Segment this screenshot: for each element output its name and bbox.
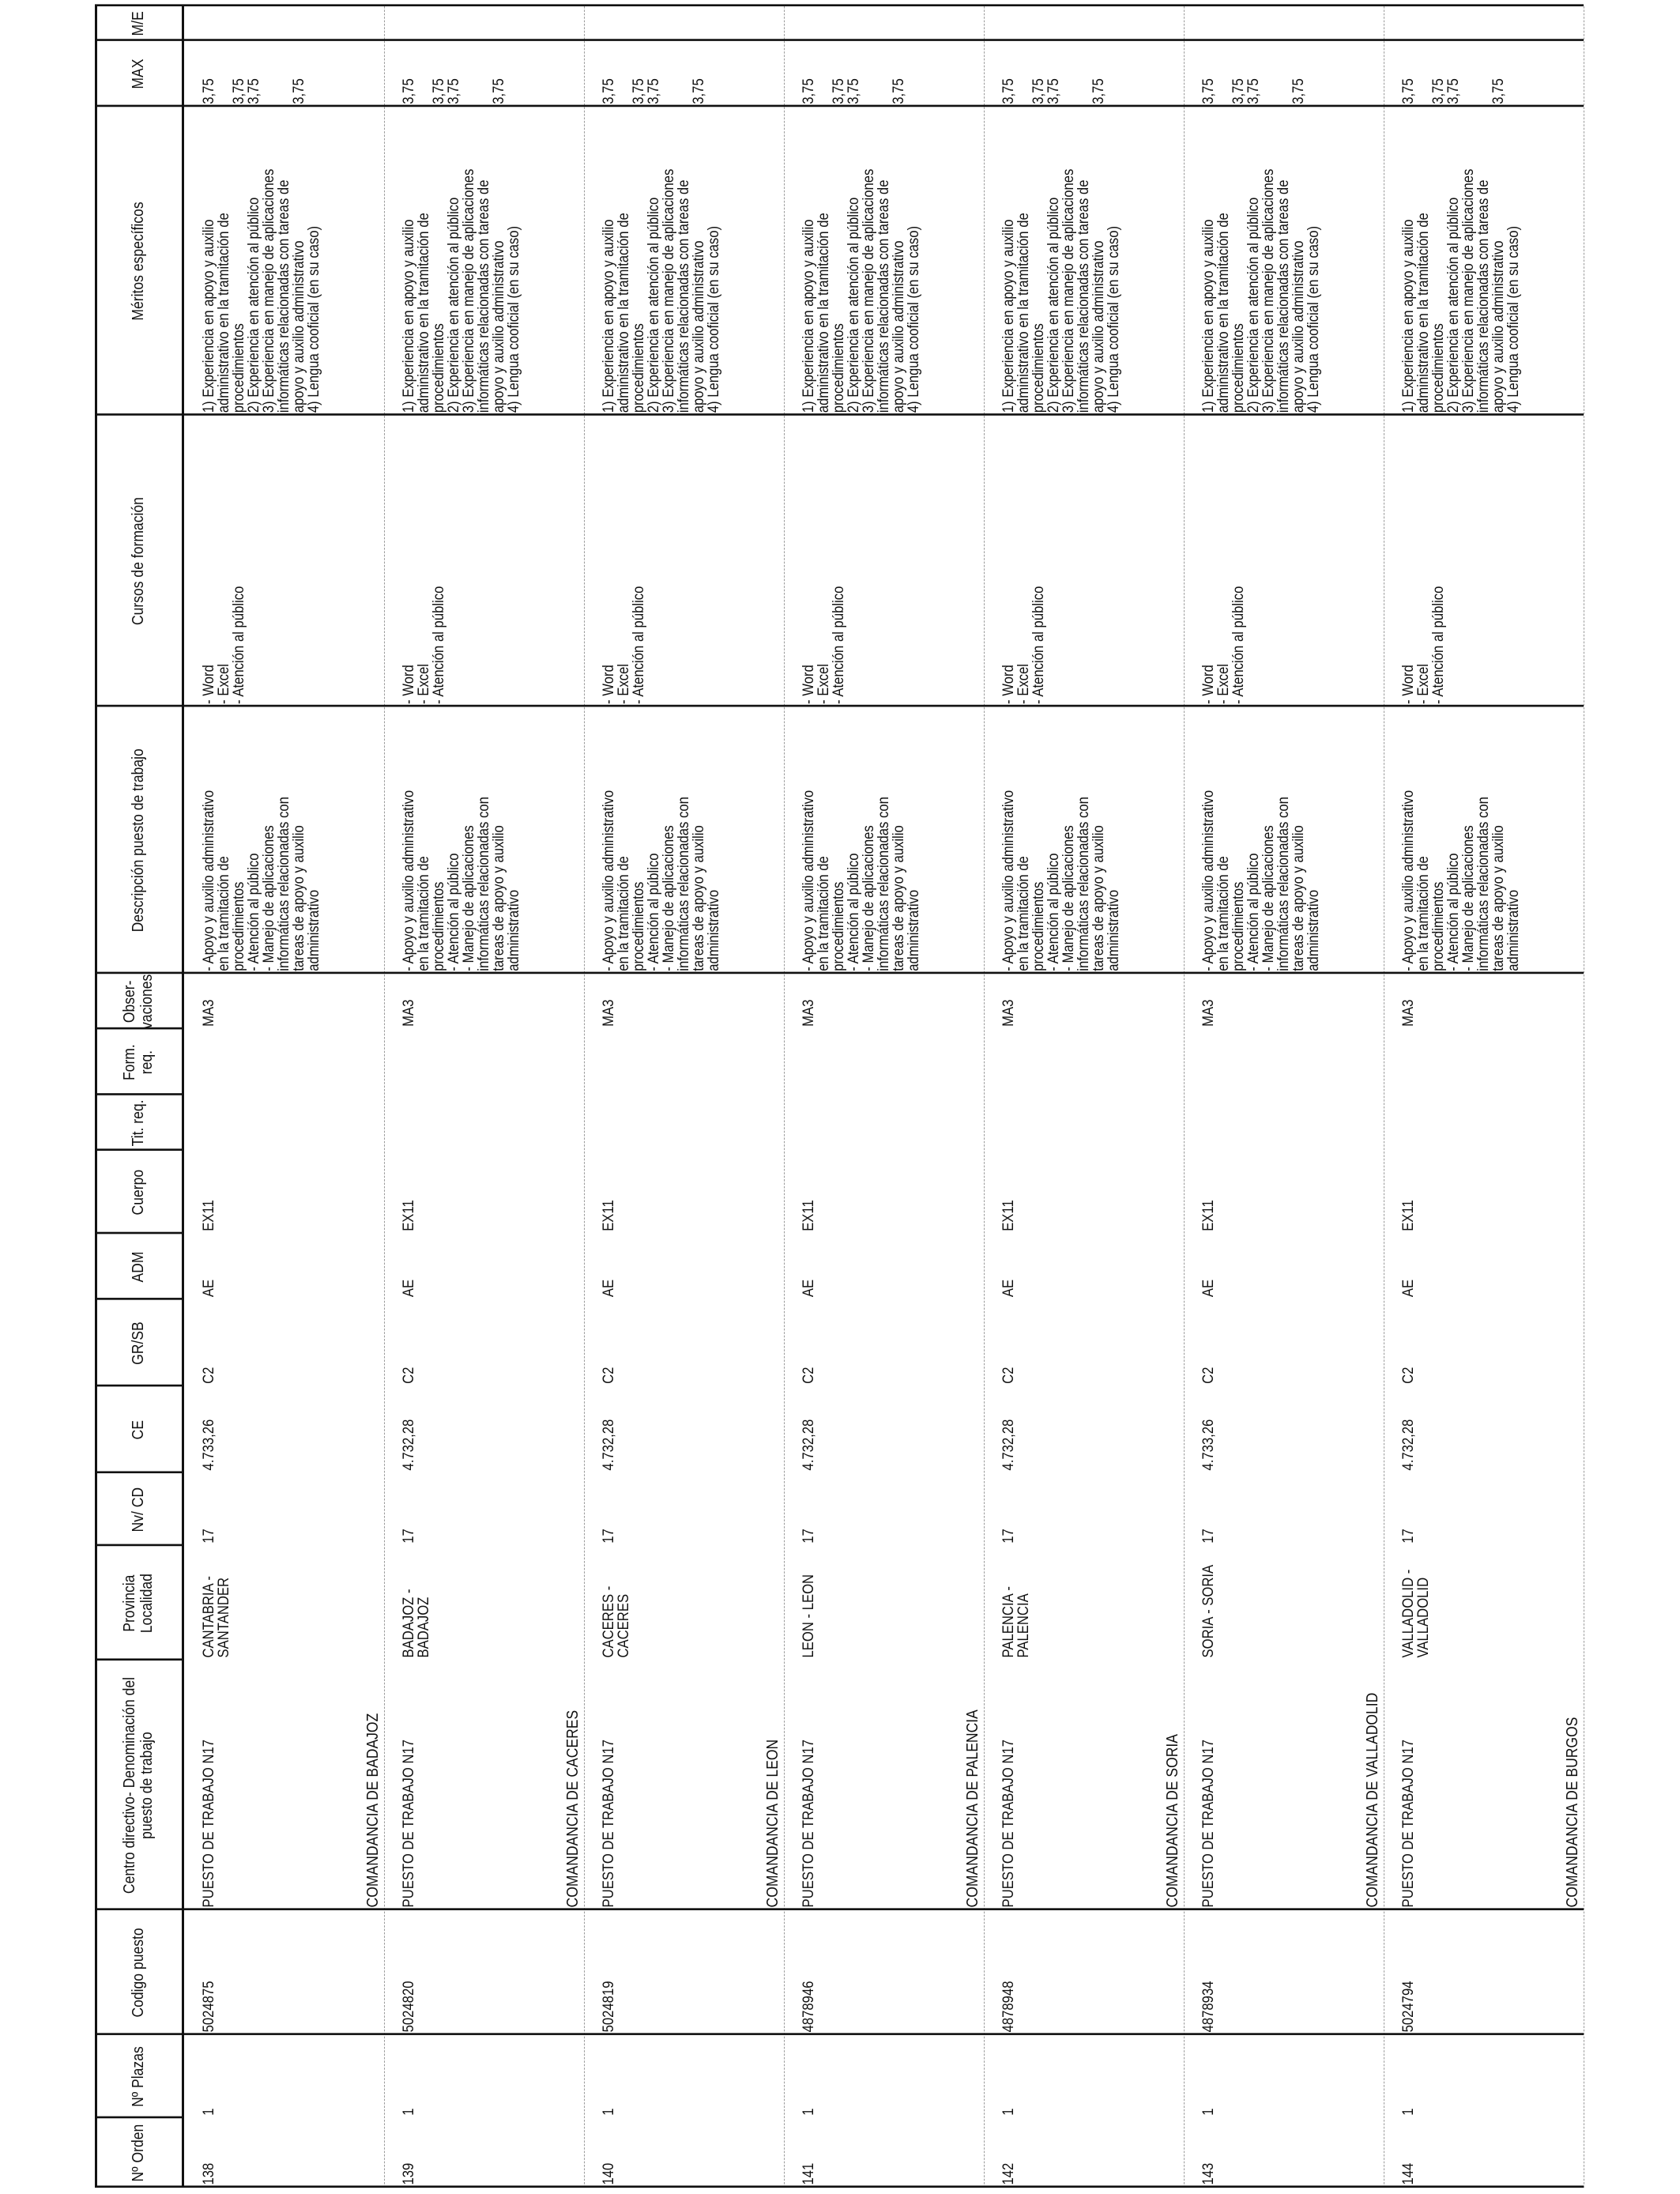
cell-cuerpo: EX11 <box>201 1200 217 1231</box>
cell-orden: 142 <box>1000 2162 1017 2185</box>
cell-codigo: 4878948 <box>1000 1981 1017 2033</box>
header-meritos: Méritos específicos <box>130 202 147 321</box>
cell-adm: AE <box>800 1279 817 1298</box>
cell-cursos: - Word - Excel - Atención al público <box>1200 586 1247 704</box>
cell-cuerpo: EX11 <box>601 1200 617 1231</box>
cell-cuerpo: EX11 <box>1400 1200 1417 1231</box>
column-divider <box>95 705 1584 707</box>
column-divider <box>95 1385 182 1387</box>
cell-cursos: - Word - Excel - Atención al público <box>1000 586 1047 704</box>
cell-cuerpo: EX11 <box>401 1200 417 1231</box>
cell-provincia: BADAJOZ - BADAJOZ <box>401 1589 432 1658</box>
cell-obs: MA3 <box>1200 999 1217 1027</box>
cell-ce: 4.732,28 <box>1000 1419 1017 1471</box>
header-grupo: GR/SB <box>130 1321 147 1365</box>
cell-plazas: 1 <box>401 2108 417 2116</box>
table-row <box>184 6 385 2188</box>
cell-orden: 139 <box>401 2162 417 2185</box>
cell-adm: AE <box>601 1279 617 1298</box>
cell-orden: 140 <box>601 2162 617 2185</box>
cell-puesto: PUESTO DE TRABAJO N17 <box>800 1739 817 1908</box>
cell-descripcion: - Apoyo y auxilio administrativo en la tramitación de procedimientos - Atención al público - Manejo de aplicaciones informáticas relacionadas con tareas de apoyo y auxilio administrativo <box>1400 790 1522 971</box>
column-divider <box>95 1232 182 1235</box>
column-divider <box>95 1093 182 1095</box>
cell-max: 3,75 3,75 3,75 3,75 <box>1400 78 1507 104</box>
cell-cursos: - Word - Excel - Atención al público <box>800 586 847 704</box>
table-row <box>384 6 585 2188</box>
cell-grupo: C2 <box>601 1367 617 1384</box>
cell-obs: MA3 <box>401 999 417 1027</box>
cell-codigo: 5024820 <box>401 1981 417 2033</box>
cell-grupo: C2 <box>1200 1367 1217 1384</box>
column-divider <box>95 39 1584 41</box>
header-max: MAX <box>130 58 147 89</box>
table-row <box>1384 6 1584 2188</box>
commandancia-label: COMANDANCIA DE VALLADOLID <box>1364 1692 1381 1908</box>
cell-descripcion: - Apoyo y auxilio administrativo en la tramitación de procedimientos - Atención al público - Manejo de aplicaciones informáticas relacionadas con tareas de apoyo y auxilio administrativo <box>800 790 922 971</box>
cell-provincia: PALENCIA - PALENCIA <box>1000 1586 1032 1658</box>
column-divider <box>95 1471 182 1473</box>
cell-obs: MA3 <box>1400 999 1417 1027</box>
header-adm: ADM <box>130 1251 147 1283</box>
cell-ce: 4.732,28 <box>401 1419 417 1471</box>
cell-codigo: 5024794 <box>1400 1981 1417 2033</box>
header-codigo: Codigo puesto <box>130 1928 147 2018</box>
table-row <box>784 6 985 2188</box>
cell-max: 3,75 3,75 3,75 3,75 <box>800 78 907 104</box>
header-provincia: Provincia Localidad <box>121 1574 156 1634</box>
cell-obs: MA3 <box>601 999 617 1027</box>
cell-nivel: 17 <box>601 1529 617 1544</box>
cell-orden: 143 <box>1200 2162 1217 2185</box>
cell-meritos: 1) Experiencia en apoyo y auxilio administrativo en la tramitación de procedimientos 2) Experiencia en atención al público 3) Experiencia en manejo de aplicaciones informáticas relacionadas con tareas de apoyo y auxilio administrativo 4) Lengua cooficial (en su caso) <box>401 168 522 413</box>
cell-grupo: C2 <box>201 1367 217 1384</box>
cell-ce: 4.732,28 <box>601 1419 617 1471</box>
cell-obs: MA3 <box>1000 999 1017 1027</box>
cell-adm: AE <box>1000 1279 1017 1298</box>
cell-max: 3,75 3,75 3,75 3,75 <box>201 78 307 104</box>
cell-plazas: 1 <box>601 2108 617 2116</box>
cell-descripcion: - Apoyo y auxilio administrativo en la tramitación de procedimientos - Atención al público - Manejo de aplicaciones informáticas relacionadas con tareas de apoyo y auxilio administrativo <box>1000 790 1122 971</box>
cell-adm: AE <box>1200 1279 1217 1298</box>
cell-obs: MA3 <box>201 999 217 1027</box>
cell-codigo: 4878946 <box>800 1981 817 2033</box>
column-divider <box>95 2033 1584 2035</box>
column-divider <box>95 2117 182 2119</box>
cell-plazas: 1 <box>201 2108 217 2116</box>
cell-nivel: 17 <box>1400 1529 1417 1544</box>
cell-provincia: LEON - LEON <box>800 1574 817 1658</box>
cell-meritos: 1) Experiencia en apoyo y auxilio administrativo en la tramitación de procedimientos 2) Experiencia en atención al público 3) Experiencia en manejo de aplicaciones informáticas relacionadas con tareas de apoyo y auxilio administrativo 4) Lengua cooficial (en su caso) <box>1400 168 1522 413</box>
table-row <box>584 6 785 2188</box>
header-tit: Tit. req. <box>130 1099 147 1147</box>
column-divider <box>95 1298 182 1300</box>
cell-plazas: 1 <box>1400 2108 1417 2116</box>
column-divider <box>95 972 1584 974</box>
table-right-border <box>95 4 1584 6</box>
cell-grupo: C2 <box>800 1367 817 1384</box>
commandancia-label: COMANDANCIA DE BADAJOZ <box>364 1713 382 1908</box>
cell-ce: 4.732,28 <box>800 1419 817 1471</box>
cell-nivel: 17 <box>1000 1529 1017 1544</box>
cell-puesto: PUESTO DE TRABAJO N17 <box>1200 1739 1217 1908</box>
cell-cursos: - Word - Excel - Atención al público <box>1400 586 1447 704</box>
cell-puesto: PUESTO DE TRABAJO N17 <box>201 1739 217 1908</box>
cell-ce: 4.732,28 <box>1400 1419 1417 1471</box>
header-obs: Obser- vaciones <box>121 974 156 1029</box>
column-divider <box>95 1908 1584 1910</box>
header-cursos: Cursos de formación <box>130 497 147 626</box>
cell-puesto: PUESTO DE TRABAJO N17 <box>1000 1739 1017 1908</box>
cell-provincia: CACERES - CACERES <box>601 1585 632 1658</box>
cell-codigo: 4878934 <box>1200 1981 1217 2033</box>
cell-grupo: C2 <box>1000 1367 1017 1384</box>
cell-provincia: CANTABRIA - SANTANDER <box>201 1576 232 1658</box>
cell-descripcion: - Apoyo y auxilio administrativo en la tramitación de procedimientos - Atención al público - Manejo de aplicaciones informáticas relacionadas con tareas de apoyo y auxilio administrativo <box>201 790 322 971</box>
header-orden: Nº Orden <box>130 2124 147 2182</box>
cell-ce: 4.733,26 <box>1200 1419 1217 1471</box>
cell-plazas: 1 <box>800 2108 817 2116</box>
cell-meritos: 1) Experiencia en apoyo y auxilio administrativo en la tramitación de procedimientos 2) Experiencia en atención al público 3) Experiencia en manejo de aplicaciones informáticas relacionadas con tareas de apoyo y auxilio administrativo 4) Lengua cooficial (en su caso) <box>601 168 722 413</box>
rotated-table <box>95 6 1584 2188</box>
cell-max: 3,75 3,75 3,75 3,75 <box>1000 78 1107 104</box>
cell-cursos: - Word - Excel - Atención al público <box>601 586 647 704</box>
cell-plazas: 1 <box>1200 2108 1217 2116</box>
column-divider <box>95 1027 182 1030</box>
cell-plazas: 1 <box>1000 2108 1017 2116</box>
cell-descripcion: - Apoyo y auxilio administrativo en la tramitación de procedimientos - Atención al público - Manejo de aplicaciones informáticas relacionadas con tareas de apoyo y auxilio administrativo <box>601 790 722 971</box>
commandancia-label: COMANDANCIA DE LEON <box>764 1739 782 1908</box>
cell-cuerpo: EX11 <box>800 1200 817 1231</box>
cell-puesto: PUESTO DE TRABAJO N17 <box>401 1739 417 1908</box>
header-ce: CE <box>130 1420 147 1440</box>
cell-provincia: VALLADOLID - VALLADOLID <box>1400 1569 1432 1658</box>
cell-adm: AE <box>1400 1279 1417 1298</box>
cell-nivel: 17 <box>201 1529 217 1544</box>
cell-grupo: C2 <box>1400 1367 1417 1384</box>
cell-meritos: 1) Experiencia en apoyo y auxilio administrativo en la tramitación de procedimientos 2) Experiencia en atención al público 3) Experiencia en manejo de aplicaciones informáticas relacionadas con tareas de apoyo y auxilio administrativo 4) Lengua cooficial (en su caso) <box>1200 168 1322 413</box>
table-row <box>984 6 1185 2188</box>
table-row <box>1184 6 1384 2188</box>
cell-obs: MA3 <box>800 999 817 1027</box>
cell-puesto: PUESTO DE TRABAJO N17 <box>1400 1739 1417 1908</box>
header-descripcion: Descripción puesto de trabajo <box>130 748 147 933</box>
header-me: M/E <box>130 11 147 36</box>
cell-nivel: 17 <box>401 1529 417 1544</box>
cell-cursos: - Word - Excel - Atención al público <box>201 586 247 704</box>
commandancia-label: COMANDANCIA DE PALENCIA <box>964 1710 981 1908</box>
commandancia-label: COMANDANCIA DE BURGOS <box>1564 1717 1581 1908</box>
header-centro: Centro directivo- Denominación del puesto de trabajo <box>121 1676 156 1894</box>
header-nivel: Nv/ CD <box>130 1487 147 1532</box>
cell-adm: AE <box>201 1279 217 1298</box>
cell-max: 3,75 3,75 3,75 3,75 <box>401 78 507 104</box>
cell-orden: 144 <box>1400 2162 1417 2185</box>
table-header <box>95 6 184 2188</box>
header-cuerpo: Cuerpo <box>130 1169 147 1216</box>
column-divider <box>95 413 1584 416</box>
cell-descripcion: - Apoyo y auxilio administrativo en la tramitación de procedimientos - Atención al público - Manejo de aplicaciones informáticas relacionadas con tareas de apoyo y auxilio administrativo <box>1200 790 1322 971</box>
cell-meritos: 1) Experiencia en apoyo y auxilio administrativo en la tramitación de procedimientos 2) Experiencia en atención al público 3) Experiencia en manejo de aplicaciones informáticas relacionadas con tareas de apoyo y auxilio administrativo 4) Lengua cooficial (en su caso) <box>1000 168 1122 413</box>
cell-codigo: 5024875 <box>201 1981 217 2033</box>
cell-grupo: C2 <box>401 1367 417 1384</box>
cell-ce: 4.733,26 <box>201 1419 217 1471</box>
cell-adm: AE <box>401 1279 417 1298</box>
column-divider <box>95 1658 182 1661</box>
column-divider <box>95 1544 182 1547</box>
cell-provincia: SORIA - SORIA <box>1200 1564 1217 1658</box>
header-form: Form. req. <box>121 1044 156 1081</box>
cell-max: 3,75 3,75 3,75 3,75 <box>1200 78 1307 104</box>
commandancia-label: COMANDANCIA DE SORIA <box>1164 1734 1181 1908</box>
cell-cuerpo: EX11 <box>1000 1200 1017 1231</box>
cell-puesto: PUESTO DE TRABAJO N17 <box>601 1739 617 1908</box>
column-divider <box>95 105 1584 107</box>
cell-nivel: 17 <box>800 1529 817 1544</box>
cell-codigo: 5024819 <box>601 1981 617 2033</box>
cell-meritos: 1) Experiencia en apoyo y auxilio administrativo en la tramitación de procedimientos 2) Experiencia en atención al público 3) Experiencia en manejo de aplicaciones informáticas relacionadas con tareas de apoyo y auxilio administrativo 4) Lengua cooficial (en su caso) <box>201 168 322 413</box>
cell-descripcion: - Apoyo y auxilio administrativo en la tramitación de procedimientos - Atención al público - Manejo de aplicaciones informáticas relacionadas con tareas de apoyo y auxilio administrativo <box>401 790 522 971</box>
table-left-border <box>95 2185 1584 2188</box>
cell-max: 3,75 3,75 3,75 3,75 <box>601 78 707 104</box>
cell-cursos: - Word - Excel - Atención al público <box>401 586 447 704</box>
cell-cuerpo: EX11 <box>1200 1200 1217 1231</box>
cell-orden: 138 <box>201 2162 217 2185</box>
cell-meritos: 1) Experiencia en apoyo y auxilio administrativo en la tramitación de procedimientos 2) Experiencia en atención al público 3) Experiencia en manejo de aplicaciones informáticas relacionadas con tareas de apoyo y auxilio administrativo 4) Lengua cooficial (en su caso) <box>800 168 922 413</box>
column-divider <box>95 1148 182 1151</box>
header-plazas: Nº Plazas <box>130 2046 147 2107</box>
cell-orden: 141 <box>800 2162 817 2185</box>
commandancia-label: COMANDANCIA DE CACERES <box>564 1710 582 1908</box>
cell-nivel: 17 <box>1200 1529 1217 1544</box>
